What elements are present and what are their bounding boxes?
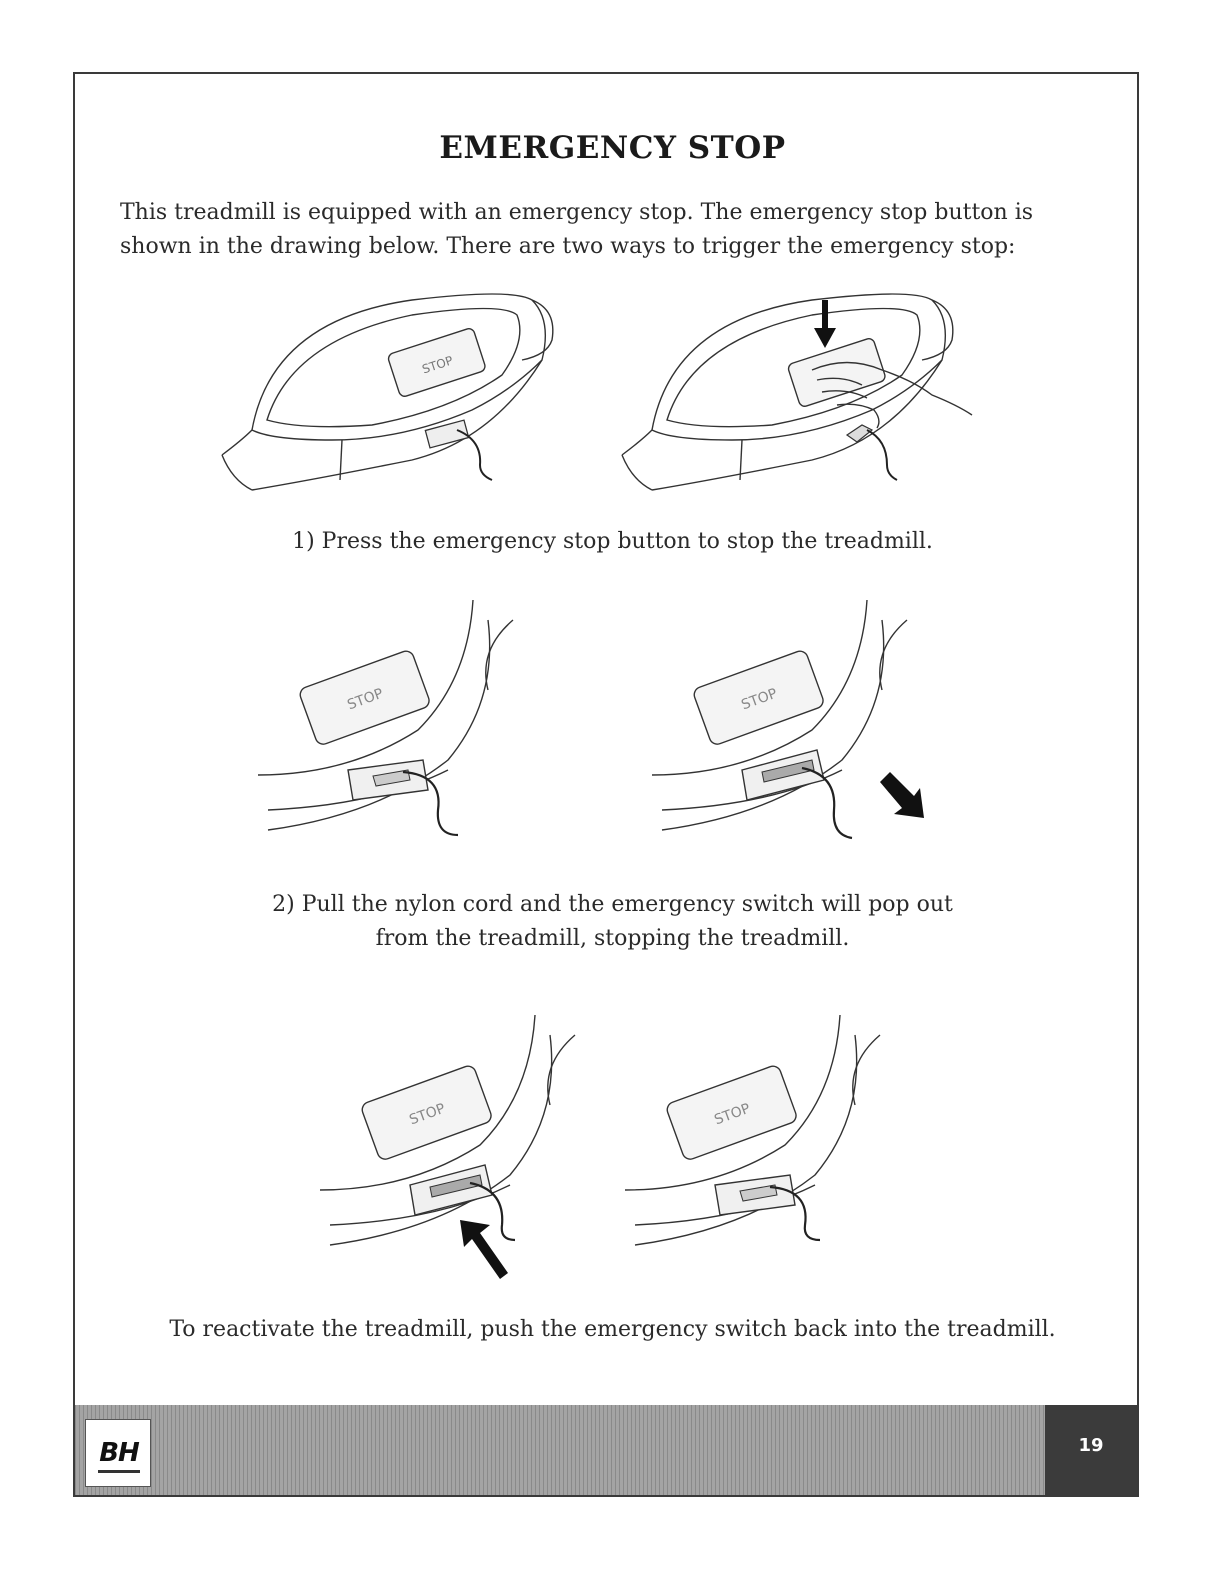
switch-closeup-push-back (320, 1015, 610, 1295)
brand-logo (85, 1419, 151, 1487)
footer-bar (75, 1405, 1137, 1495)
svg-text:STOP: STOP (739, 685, 780, 714)
stop-button-label: STOP (420, 353, 455, 377)
arrow-down-icon (814, 300, 836, 348)
step2-caption-line1: 2) Pull the nylon cord and the emergency switch will pop out (272, 892, 953, 917)
switch-closeup-inserted (258, 600, 548, 860)
console-figure-left (212, 280, 572, 505)
page-title: EMERGENCY STOP (439, 130, 786, 166)
switch-closeup-reinserted (625, 1015, 915, 1275)
logo-underline (98, 1470, 140, 1473)
step2-caption-line2: from the treadmill, stopping the treadmill. (375, 926, 850, 951)
stop-button (387, 327, 487, 398)
brand-logo-text: BH (99, 1438, 139, 1468)
page-number-box (1045, 1405, 1137, 1495)
step1-caption: 1) Press the emergency stop button to stop the treadmill. (292, 529, 933, 554)
svg-text:STOP: STOP (407, 1100, 448, 1129)
reactivate-caption: To reactivate the treadmill, push the emergency switch back into the treadmill. (169, 1317, 1056, 1342)
arrow-pull-icon (880, 772, 924, 818)
stop-button-label: STOP (345, 685, 386, 714)
intro-paragraph: This treadmill is equipped with an emergency stop. The emergency stop button is shown in the drawing below. There are two ways to trigger the emergency stop: (120, 200, 1034, 259)
svg-text:STOP: STOP (712, 1100, 753, 1129)
console-figure-right (612, 280, 982, 505)
switch-closeup-pulled (652, 600, 942, 860)
page-number: 19 (1078, 1435, 1104, 1456)
